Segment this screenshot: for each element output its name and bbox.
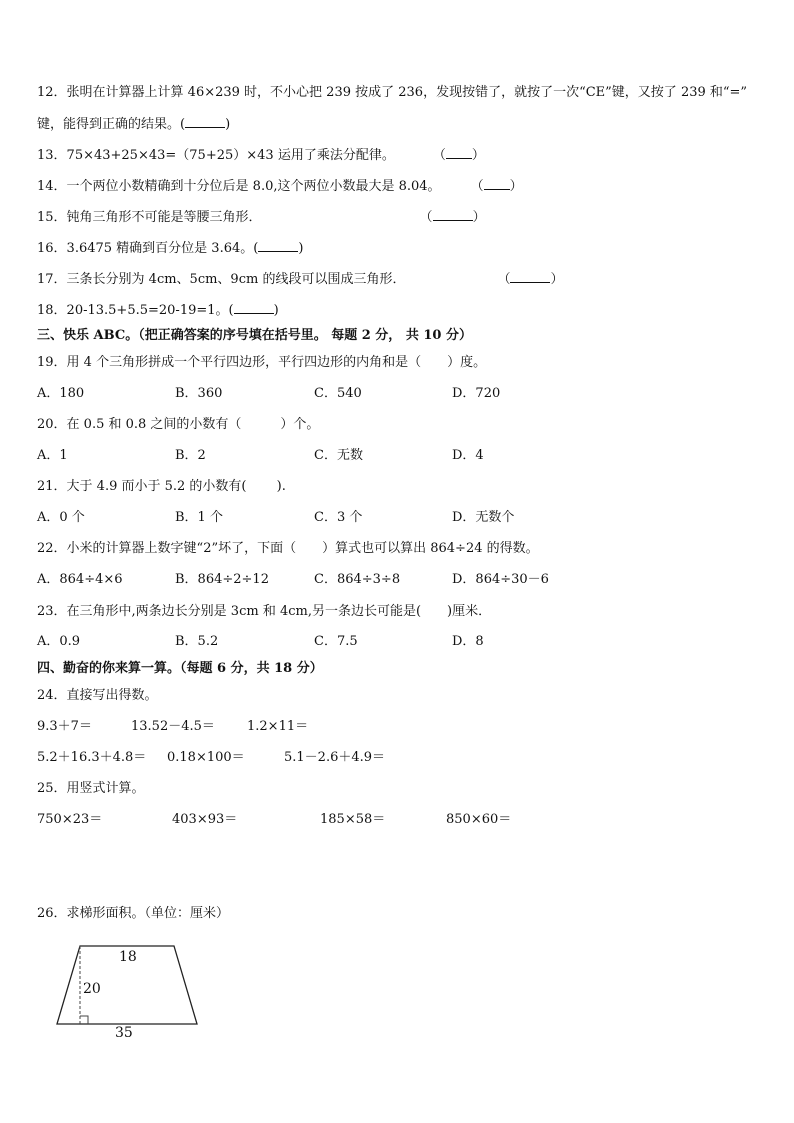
paren-close: ) bbox=[273, 303, 279, 318]
answer-blank[interactable] bbox=[258, 239, 298, 252]
question-15-text: 15．钝角三角形不可能是等腰三角形． bbox=[37, 210, 262, 225]
calc-item: 5.1－2.6＋4.9＝ bbox=[284, 750, 386, 765]
right-angle-mark bbox=[80, 1016, 88, 1024]
question-12-text: 键，能得到正确的结果。( bbox=[37, 117, 186, 132]
calc-item: 5.2＋16.3＋4.8＝ bbox=[37, 750, 147, 765]
bottom-base-label: 35 bbox=[115, 1025, 133, 1041]
option-a: A．180 bbox=[37, 386, 85, 401]
option-a: A．0 个 bbox=[37, 510, 85, 525]
question-26: 26．求梯形面积。（单位：厘米） bbox=[37, 906, 230, 921]
vertical-calc-item: 185×58＝ bbox=[320, 812, 386, 827]
calc-item: 13.52－4.5＝ bbox=[131, 719, 215, 734]
option-c: C．3 个 bbox=[314, 510, 363, 525]
section-4-heading: 四、勤奋的你来算一算。（每题 6 分，共 18 分） bbox=[37, 661, 323, 676]
question-20: 20．在 0.5 和 0.8 之间的小数有（ ）个。 bbox=[37, 417, 320, 432]
calc-item: 9.3＋7＝ bbox=[37, 719, 92, 734]
option-b: B．2 bbox=[175, 448, 206, 463]
option-c: C．7.5 bbox=[314, 634, 358, 649]
question-17-text: 17．三条长分别为 4cm、5cm、9cm 的线段可以围成三角形． bbox=[37, 272, 406, 287]
answer-blank[interactable] bbox=[185, 115, 225, 128]
question-22: 22．小米的计算器上数字键“2”坏了，下面（ ）算式也可以算出 864÷24 的得数。 bbox=[37, 541, 539, 556]
question-16 bbox=[37, 239, 303, 258]
answer-blank[interactable] bbox=[433, 208, 473, 221]
option-d: D．8 bbox=[452, 634, 484, 649]
paren-close: ） bbox=[472, 210, 486, 225]
answer-blank[interactable] bbox=[446, 146, 472, 159]
answer-blank[interactable] bbox=[510, 270, 550, 283]
option-b: B．360 bbox=[175, 386, 223, 401]
question-12-line1: 12．张明在计算器上计算 46×239 时，不小心把 239 按成了 236，发现按错了，就按了一次“CE”键，又按了 239 和“=” bbox=[37, 85, 748, 100]
option-c: C．540 bbox=[314, 386, 362, 401]
option-d: D．无数个 bbox=[452, 510, 515, 525]
question-15 bbox=[37, 208, 486, 227]
question-13 bbox=[37, 146, 485, 165]
trapezoid-diagram bbox=[50, 940, 210, 1045]
question-23: 23．在三角形中,两条边长分别是 3cm 和 4cm,另一条边长可能是( )厘米． bbox=[37, 604, 492, 619]
option-a: A．1 bbox=[37, 448, 68, 463]
vertical-calc-item: 403×93＝ bbox=[172, 812, 238, 827]
option-b: B．864÷2÷12 bbox=[175, 572, 269, 587]
option-d: D．720 bbox=[452, 386, 501, 401]
option-b: B．5.2 bbox=[175, 634, 219, 649]
option-b: B．1 个 bbox=[175, 510, 223, 525]
option-d: D．864÷30－6 bbox=[452, 572, 549, 587]
height-label: 20 bbox=[83, 981, 101, 997]
vertical-calc-item: 850×60＝ bbox=[446, 812, 512, 827]
question-18-text: 18．20-13.5+5.5=20-19=1。( bbox=[37, 303, 234, 318]
vertical-calc-item: 750×23＝ bbox=[37, 812, 103, 827]
question-24: 24．直接写出得数。 bbox=[37, 688, 158, 703]
paren-close: ） bbox=[509, 179, 523, 194]
answer-blank[interactable] bbox=[484, 177, 510, 190]
paren-close: ） bbox=[550, 272, 564, 287]
paren-close: ) bbox=[225, 117, 231, 132]
section-3-heading: 三、快乐 ABC。（把正确答案的序号填在括号里。 每题 2 分， 共 10 分） bbox=[37, 328, 472, 343]
question-17 bbox=[37, 270, 563, 289]
question-19: 19．用 4 个三角形拼成一个平行四边形，平行四边形的内角和是（ ）度。 bbox=[37, 355, 487, 370]
option-c: C．无数 bbox=[314, 448, 363, 463]
question-25: 25．用竖式计算。 bbox=[37, 781, 145, 796]
paren-open: （ bbox=[419, 210, 433, 225]
calc-item: 1.2×11＝ bbox=[247, 719, 309, 734]
option-a: A．864÷4×6 bbox=[37, 572, 123, 587]
paren-open: （ bbox=[432, 148, 446, 163]
paren-close: ） bbox=[471, 148, 485, 163]
option-a: A．0.9 bbox=[37, 634, 81, 649]
question-21: 21．大于 4.9 而小于 5.2 的小数有( ). bbox=[37, 479, 286, 494]
paren-open: （ bbox=[497, 272, 511, 287]
top-base-label: 18 bbox=[119, 949, 137, 965]
answer-blank[interactable] bbox=[234, 301, 274, 314]
paren-open: （ bbox=[470, 179, 484, 194]
question-12-line2 bbox=[37, 115, 230, 134]
question-18 bbox=[37, 301, 279, 320]
option-c: C．864÷3÷8 bbox=[314, 572, 401, 587]
calc-item: 0.18×100＝ bbox=[167, 750, 245, 765]
question-14 bbox=[37, 177, 523, 196]
question-14-text: 14．一个两位小数精确到十分位后是 8.0,这个两位小数最大是 8.04。 bbox=[37, 179, 441, 194]
question-16-text: 16．3.6475 精确到百分位是 3.64。( bbox=[37, 241, 259, 256]
paren-close: ) bbox=[298, 241, 304, 256]
option-d: D．4 bbox=[452, 448, 484, 463]
question-13-text: 13．75×43+25×43=（75+25）×43 运用了乘法分配律。 bbox=[37, 148, 395, 163]
